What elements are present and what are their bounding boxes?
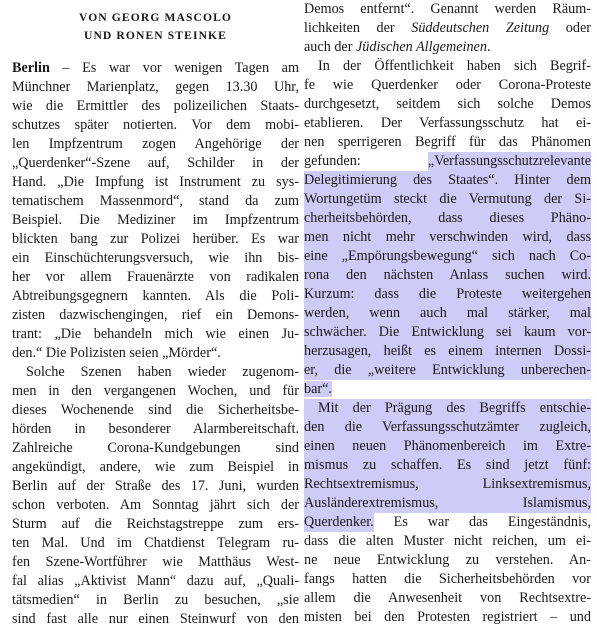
text-line: fen Szene-Wortführer wie Matthäus West- (12, 554, 299, 570)
paragraph-4 (304, 399, 591, 627)
text-fragment: Es war das Eingeständnis, (373, 514, 591, 530)
text-line: ne neue Entwicklung zu verstehen. An- (304, 552, 591, 568)
text-line: ein Einschüchterungsversuch, wie ihn bis- (12, 250, 299, 266)
text-line: „Querdenker“-Szene auf, Schilder in der (12, 155, 299, 171)
highlighted-line: Rechtsextremismus, Linksextremismus, (304, 476, 591, 492)
text-line: Abtreibungsgegnern kannten. Als die Poli- (12, 288, 299, 304)
article-column-left (12, 0, 299, 629)
highlighted-line: herzusagen, heißt es einem internen Dossi- (304, 343, 591, 359)
text-line (304, 513, 591, 532)
highlighted-line: Wortungetüm steckt die Vermutung der Si- (304, 191, 591, 207)
text-line: lichkeiten der Süddeutschen Zeitung oder (304, 20, 591, 36)
highlighted-line: rona den nächsten Anlass suchen wird. (304, 267, 591, 283)
text-line: etablieren. Der Verfassungsschutz hat ei- (304, 115, 591, 131)
paragraph-3 (304, 57, 591, 399)
text-line: dieses Wochenende sind die Sicherheitsbe- (12, 402, 299, 418)
highlighted-line: Delegitimierung des Staates“. Hinter dem (304, 172, 591, 188)
text-line: den.“ Die Polizisten seien „Mörder“. (12, 345, 221, 361)
paragraph-2-continued (304, 0, 591, 57)
text-line: schon verboten. Am Sonntag jährt sich der (12, 497, 299, 513)
highlighted-line: den die Verfassungsschutzämter zugleich, (304, 419, 591, 435)
text-line: tematischem Massenmord“, stand da zum (12, 193, 299, 209)
text-line: Zahlreiche Corona-Kundgebungen sind (12, 440, 299, 456)
text-line: nen sperrigeren Begriff für das Phänomen (304, 134, 591, 150)
text-line: her vor allem Frauenärzte von radikalen (12, 269, 299, 285)
highlighted-line: einen neuen Phänomenbereich im Extre- (304, 438, 591, 454)
highlighted-line: cherheitsbehörden, dass dieses Phäno- (304, 210, 591, 226)
text-line: len Impfzentrum zogen Angehörige der (12, 136, 299, 152)
text-line: Beispiel. Die Mediziner im Impfzentrum (12, 212, 299, 228)
highlighted-line: mismus zu schaffen. Es sind jetzt fünf: (304, 457, 591, 473)
newspaper-name: Jüdischen Allgemeinen (356, 39, 487, 55)
text-line: wie die Ermittler des polizeilichen Staats- (12, 98, 299, 114)
highlighted-line: Kurzum: dass die Proteste weitergehen (304, 286, 591, 302)
text-line: Münchner Marienplatz, gegen 13.30 Uhr, (12, 79, 299, 95)
text-line: misten bei den Protesten registriert – und (304, 609, 591, 625)
text-line: men in den vergangenen Wochen, und für (12, 383, 299, 399)
highlighted-line: werden, wenn auch mal stärker, mal (304, 305, 591, 321)
byline-line-1: VON GEORG MASCOLO (78, 11, 233, 24)
text-line: hörden in besonderer Alarmbereitschaft. (12, 421, 299, 437)
text-line (12, 59, 299, 78)
highlighted-line: er, die „weitere Entwicklung unberechen- (304, 362, 591, 378)
highlighted-text: „Verfassungsschutzrelevante (427, 153, 591, 169)
article-column-right (304, 0, 591, 627)
text-line: durchgesetzt, seitdem sich solche Demos (304, 96, 591, 112)
text-line (304, 152, 591, 171)
text-line: auch der Jüdischen Allgemeinen. (304, 39, 491, 55)
text-line: fal alias „Aktivist Mann“ dazu auf, „Quali- (12, 573, 299, 589)
text-line: Hand. „Die Impfung ist Instrument zu sys- (12, 174, 299, 190)
text-line (304, 380, 591, 399)
text-line: schutzes später notierten. Vor dem mobi- (12, 117, 299, 133)
text-line: Solche Szenen haben wieder zugenom- (26, 364, 299, 380)
paragraph-1 (12, 59, 299, 363)
text-line: sind fast alle nur einen Steinwurf von den (12, 611, 299, 627)
newspaper-name: Süddeutschen Zeitung (411, 20, 550, 36)
text-line: Berlin auf der Straße des 17. Juni, wurden (12, 478, 299, 494)
text-line: angekündigt, andere, wie zum Beispiel in (12, 459, 299, 475)
text-line: blickten bang zur Polizei herüber. Es war (12, 231, 299, 247)
highlighted-line: Ausländerextremismus, Islamismus, (304, 495, 591, 511)
highlighted-text: bar“. (304, 381, 332, 397)
highlighted-line: Mit der Prägung des Begriffs entschie- (304, 399, 591, 418)
text-line: ten Mal. Und im Chatdienst Telegram ru- (12, 535, 299, 551)
text-line: fangs hatten die Sicherheitsbehörden vor (304, 571, 591, 587)
text-line: Sturm auf die Reichstagstreppe zum ers- (12, 516, 299, 532)
text-line: zisten dazwischengingen, rief ein Demons- (12, 307, 299, 323)
dateline: Berlin (12, 60, 50, 76)
highlighted-text: Querdenker. (304, 514, 374, 530)
highlighted-line: schwächer. Die Entwicklung sei kaum vor- (304, 324, 591, 340)
text-line: dass die alten Muster nicht reichen, um ei- (304, 533, 591, 549)
text-line: allem die Anwesenheit von Rechtsextre- (304, 590, 591, 606)
paragraph-2 (12, 363, 299, 629)
text-line: tätsmedien“ in Berlin zu besuchen, „sie (12, 592, 299, 608)
text-fragment: – Es war vor wenigen Tagen am (49, 60, 299, 76)
text-line: fe wie Querdenker oder Corona-Proteste (304, 77, 591, 93)
text-line: Demos entfernt“. Genannt werden Räum- (304, 1, 591, 17)
highlighted-line: eine „Empörungsbewegung“ sich nach Co- (304, 248, 591, 264)
text-fragment: gefunden: (304, 153, 361, 169)
text-line: In der Öffentlichkeit haben sich Begrif- (318, 58, 591, 74)
highlighted-line: men nicht mehr verschwinden wird, dass (304, 229, 591, 245)
text-line: trant: „Die behandeln mich wie einen Ju- (12, 326, 299, 342)
byline-line-2: UND RONEN STEINKE (83, 29, 228, 42)
